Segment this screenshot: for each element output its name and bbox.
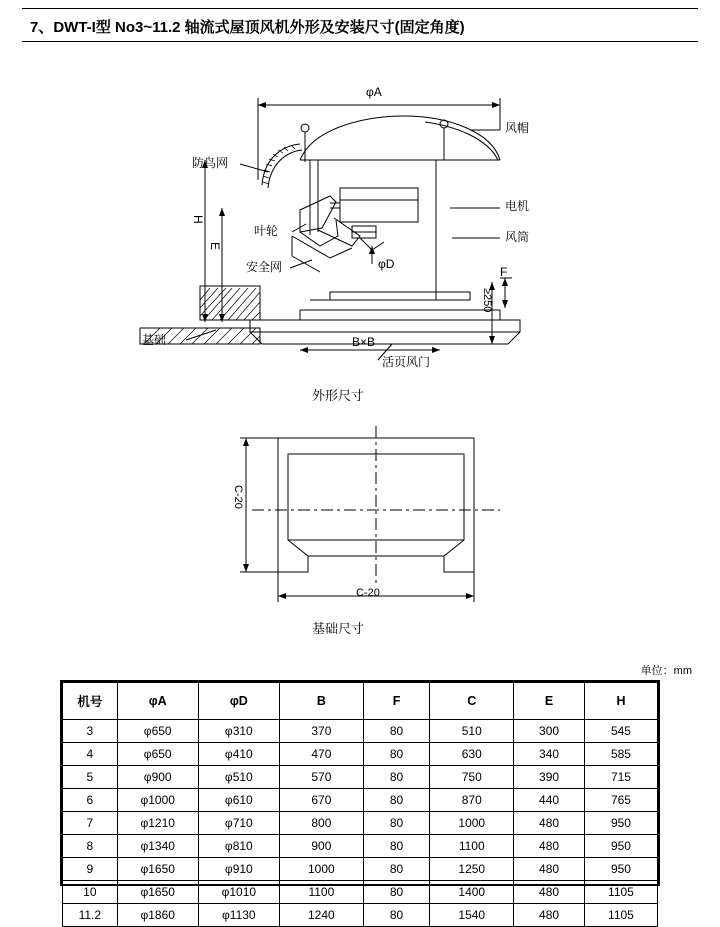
callout-impeller: 叶轮 (254, 224, 279, 238)
table-cell: 750 (430, 766, 514, 789)
table-cell: φ610 (198, 789, 279, 812)
table-cell: 1100 (279, 881, 363, 904)
table-cell: 340 (514, 743, 585, 766)
table-cell: φ1010 (198, 881, 279, 904)
table-cell: 80 (363, 812, 429, 835)
callout-wind-cap: 风帽 (505, 121, 530, 135)
dim-label-E: E (208, 242, 222, 251)
table-header-cell: φD (198, 683, 279, 720)
title-rule-top (22, 8, 698, 9)
table-header-cell: 机号 (63, 683, 118, 720)
table-cell: 950 (584, 812, 657, 835)
table-cell: φ650 (117, 743, 198, 766)
figure2-caption: 基础尺寸 (312, 621, 365, 636)
table-row (63, 766, 658, 789)
table-cell: φ1130 (198, 904, 279, 927)
table-cell: 950 (584, 835, 657, 858)
callout-hinged-damper: 活页风门 (382, 355, 431, 369)
table-cell: 80 (363, 720, 429, 743)
table-row (63, 789, 658, 812)
unit-note: 单位：mm (640, 665, 692, 677)
table-row (63, 720, 658, 743)
callout-bird-screen: 防鸟网 (192, 156, 229, 170)
table-cell: φ310 (198, 720, 279, 743)
table-cell: 950 (584, 858, 657, 881)
table-cell: 470 (279, 743, 363, 766)
table-cell: φ1000 (117, 789, 198, 812)
table-cell: 870 (430, 789, 514, 812)
table-cell: 900 (279, 835, 363, 858)
dim-label-BxB: B×B (352, 335, 376, 349)
table-cell: φ1210 (117, 812, 198, 835)
table-cell: 7 (63, 812, 118, 835)
table-cell: 8 (63, 835, 118, 858)
table-row (63, 743, 658, 766)
table-cell: 480 (514, 858, 585, 881)
dim-label-F: F (500, 265, 508, 279)
table-cell: 670 (279, 789, 363, 812)
table-cell: 545 (584, 720, 657, 743)
table-cell: 300 (514, 720, 585, 743)
table-cell: 1105 (584, 881, 657, 904)
table-cell: 80 (363, 743, 429, 766)
dim-label-phiD: φD (378, 257, 395, 271)
table-cell: 80 (363, 835, 429, 858)
spec-table (62, 682, 658, 927)
table-cell: φ810 (198, 835, 279, 858)
table-cell: 480 (514, 835, 585, 858)
table-cell: 1250 (430, 858, 514, 881)
table-row (63, 812, 658, 835)
table-cell: 570 (279, 766, 363, 789)
figure1-svg (0, 60, 720, 380)
table-header-row (63, 683, 658, 720)
table-cell: 480 (514, 812, 585, 835)
dim-label-c20-horizontal: C-20 (356, 587, 380, 599)
table-cell: 480 (514, 904, 585, 927)
table-cell: 1105 (584, 904, 657, 927)
table-cell: φ410 (198, 743, 279, 766)
table-cell: 630 (430, 743, 514, 766)
table-cell: 1000 (279, 858, 363, 881)
table-cell: 3 (63, 720, 118, 743)
table-cell: φ910 (198, 858, 279, 881)
table-cell: 585 (584, 743, 657, 766)
table-cell: 80 (363, 766, 429, 789)
callout-wind-cylinder: 风筒 (505, 230, 530, 244)
table-cell: φ900 (117, 766, 198, 789)
table-cell: φ1340 (117, 835, 198, 858)
figure-outline-dimensions (0, 60, 720, 380)
table-cell: 80 (363, 881, 429, 904)
table-cell: 800 (279, 812, 363, 835)
table-cell: 390 (514, 766, 585, 789)
table-cell: 80 (363, 789, 429, 812)
dim-label-H: H (191, 215, 205, 224)
table-cell: 10 (63, 881, 118, 904)
figure1-caption: 外形尺寸 (312, 388, 365, 403)
callout-foundation: 基础 (142, 333, 167, 347)
table-cell: 1400 (430, 881, 514, 904)
spec-table-wrap (62, 682, 658, 927)
table-header-cell: E (514, 683, 585, 720)
table-cell: 370 (279, 720, 363, 743)
table-header-cell: F (363, 683, 429, 720)
callout-motor: 电机 (505, 199, 530, 213)
table-cell: 1540 (430, 904, 514, 927)
table-cell: φ1860 (117, 904, 198, 927)
table-cell: 1000 (430, 812, 514, 835)
table-row (63, 904, 658, 927)
title-rule-bottom (22, 41, 698, 42)
table-cell: 1100 (430, 835, 514, 858)
table-cell: 4 (63, 743, 118, 766)
table-row (63, 858, 658, 881)
figure-foundation-dimensions (0, 420, 720, 620)
table-cell: 80 (363, 904, 429, 927)
table-header-cell: B (279, 683, 363, 720)
dim-label-c20-vertical: C-20 (232, 485, 244, 509)
table-cell: 9 (63, 858, 118, 881)
table-cell: 440 (514, 789, 585, 812)
table-cell: 715 (584, 766, 657, 789)
table-header-cell: H (584, 683, 657, 720)
table-row (63, 881, 658, 904)
page-title: 7、DWT-I型 No3~11.2 轴流式屋顶风机外形及安装尺寸(固定角度) (30, 19, 465, 36)
table-cell: φ510 (198, 766, 279, 789)
table-cell: 480 (514, 881, 585, 904)
table-header-cell: C (430, 683, 514, 720)
table-cell: φ710 (198, 812, 279, 835)
table-cell: φ1650 (117, 858, 198, 881)
table-cell: 6 (63, 789, 118, 812)
table-row (63, 835, 658, 858)
table-cell: 80 (363, 858, 429, 881)
table-cell: 510 (430, 720, 514, 743)
callout-safety-net: 安全网 (246, 260, 283, 274)
table-header-cell: φA (117, 683, 198, 720)
table-cell: 5 (63, 766, 118, 789)
page-title-block (0, 8, 720, 42)
dim-label-min250: ≥250 (481, 288, 493, 313)
table-cell: 1240 (279, 904, 363, 927)
table-cell: φ1650 (117, 881, 198, 904)
table-cell: φ650 (117, 720, 198, 743)
table-cell: 765 (584, 789, 657, 812)
table-cell: 11.2 (63, 904, 118, 927)
dim-label-phiA: φA (366, 85, 382, 99)
